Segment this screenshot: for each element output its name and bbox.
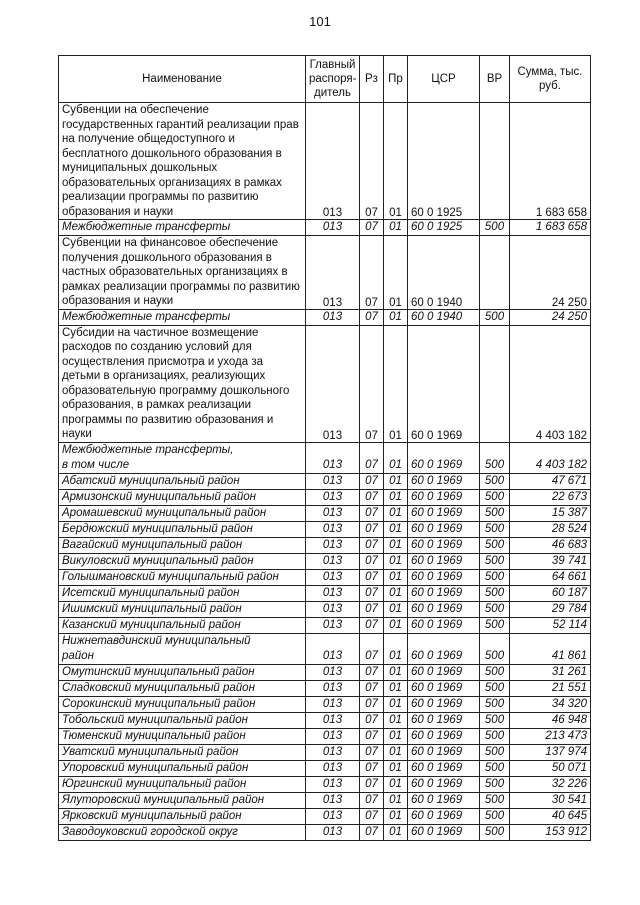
row-pr: 01 <box>384 633 408 664</box>
row-csr: 60 0 1969 <box>408 760 480 776</box>
row-csr: 60 0 1969 <box>408 617 480 633</box>
row-name-text: Ялуторовский муниципальный район <box>62 793 265 806</box>
row-vr: 500 <box>480 680 510 696</box>
row-sum: 4 403 182 <box>510 442 591 473</box>
table-row <box>59 569 591 585</box>
budget-table <box>58 55 591 841</box>
row-sum: 30 541 <box>510 792 591 808</box>
row-name-text: Бердюжский муниципальный район <box>62 522 253 535</box>
row-csr: 60 0 1969 <box>408 824 480 840</box>
row-name-text: Армизонский муниципальный район <box>62 490 256 503</box>
row-rz: 07 <box>360 236 384 310</box>
header-pr: Пр <box>384 56 408 103</box>
row-rz: 07 <box>360 744 384 760</box>
row-name <box>59 696 306 712</box>
row-name-text: Сладковский муниципальный район <box>62 681 255 694</box>
row-rz: 07 <box>360 505 384 521</box>
row-name-text: Субсидии на частичное возмещение расходов по созданию условий для осуществления присмотра и ухода за детьми в организациях, реализующих образовательную программу дошкольного образования, в рамках реализации программы по развитию образования и науки <box>62 326 290 440</box>
row-name <box>59 808 306 824</box>
header-rz: Рз <box>360 56 384 103</box>
row-gr: 013 <box>306 569 360 585</box>
table-row <box>59 103 591 220</box>
row-sum: 24 250 <box>510 236 591 310</box>
row-sum: 41 861 <box>510 633 591 664</box>
row-vr: 500 <box>480 744 510 760</box>
row-gr: 013 <box>306 537 360 553</box>
row-rz: 07 <box>360 824 384 840</box>
row-vr: 500 <box>480 442 510 473</box>
header-name: Наименование <box>59 56 306 103</box>
table-row <box>59 696 591 712</box>
row-vr: 500 <box>480 220 510 236</box>
row-rz: 07 <box>360 664 384 680</box>
row-rz: 07 <box>360 585 384 601</box>
row-name <box>59 553 306 569</box>
table-row <box>59 712 591 728</box>
row-name-text: Вагайский муниципальный район <box>62 538 243 551</box>
row-rz: 07 <box>360 617 384 633</box>
table-row <box>59 617 591 633</box>
header-gr: Главный распоря-дитель <box>306 56 360 103</box>
row-csr: 60 0 1969 <box>408 808 480 824</box>
row-rz: 07 <box>360 776 384 792</box>
row-pr: 01 <box>384 236 408 310</box>
row-pr: 01 <box>384 521 408 537</box>
row-sum: 4 403 182 <box>510 325 591 442</box>
row-name <box>59 601 306 617</box>
row-vr: 500 <box>480 728 510 744</box>
row-rz: 07 <box>360 442 384 473</box>
row-sum: 153 912 <box>510 824 591 840</box>
table-row <box>59 585 591 601</box>
row-name <box>59 617 306 633</box>
row-sum: 40 645 <box>510 808 591 824</box>
row-rz: 07 <box>360 728 384 744</box>
row-pr: 01 <box>384 617 408 633</box>
table-row <box>59 664 591 680</box>
row-name <box>59 103 306 220</box>
row-name <box>59 664 306 680</box>
row-gr: 013 <box>306 309 360 325</box>
row-pr: 01 <box>384 792 408 808</box>
table-row <box>59 236 591 310</box>
row-csr: 60 0 1969 <box>408 792 480 808</box>
row-rz: 07 <box>360 808 384 824</box>
table-row <box>59 824 591 840</box>
row-pr: 01 <box>384 680 408 696</box>
row-csr: 60 0 1969 <box>408 521 480 537</box>
row-csr: 60 0 1969 <box>408 712 480 728</box>
row-vr: 500 <box>480 521 510 537</box>
row-name <box>59 489 306 505</box>
row-name-text: Субвенции на обеспечение государственных гарантий реализации прав на получение общедоступного и бесплатного дошкольного образования в муниципальных дошкольных образовательных организациях в рамках реализации программы по развитию образования и науки <box>62 104 299 218</box>
table-header-row <box>59 56 591 103</box>
table-row <box>59 728 591 744</box>
row-pr: 01 <box>384 760 408 776</box>
row-name <box>59 325 306 442</box>
row-name-text: Межбюджетные трансферты, <box>62 443 234 456</box>
row-pr: 01 <box>384 744 408 760</box>
table-row <box>59 601 591 617</box>
row-name <box>59 792 306 808</box>
row-csr: 60 0 1969 <box>408 696 480 712</box>
table-row <box>59 808 591 824</box>
table-row <box>59 760 591 776</box>
table-row <box>59 442 591 473</box>
row-csr: 60 0 1969 <box>408 744 480 760</box>
table-row <box>59 792 591 808</box>
row-gr: 013 <box>306 776 360 792</box>
header-csr: ЦСР <box>408 56 480 103</box>
table-row <box>59 473 591 489</box>
row-name-text: Абатский муниципальный район <box>62 474 240 487</box>
row-rz: 07 <box>360 760 384 776</box>
row-pr: 01 <box>384 664 408 680</box>
row-vr: 500 <box>480 824 510 840</box>
table-body <box>59 103 591 841</box>
row-sum: 64 661 <box>510 569 591 585</box>
row-name <box>59 569 306 585</box>
row-name <box>59 220 306 236</box>
row-name <box>59 473 306 489</box>
table-row <box>59 553 591 569</box>
row-gr: 013 <box>306 220 360 236</box>
row-sum: 1 683 658 <box>510 103 591 220</box>
row-csr: 60 0 1969 <box>408 664 480 680</box>
row-rz: 07 <box>360 696 384 712</box>
row-rz: 07 <box>360 220 384 236</box>
row-gr: 013 <box>306 728 360 744</box>
row-gr: 013 <box>306 505 360 521</box>
row-vr: 500 <box>480 309 510 325</box>
row-pr: 01 <box>384 220 408 236</box>
row-gr: 013 <box>306 585 360 601</box>
row-pr: 01 <box>384 601 408 617</box>
row-name-text: Нижнетавдинский муниципальный <box>62 634 251 647</box>
row-gr: 013 <box>306 103 360 220</box>
row-sum: 39 741 <box>510 553 591 569</box>
row-sum: 28 524 <box>510 521 591 537</box>
row-csr: 60 0 1969 <box>408 633 480 664</box>
row-sum: 15 387 <box>510 505 591 521</box>
row-vr: 500 <box>480 664 510 680</box>
row-name-text: Тюменский муниципальный район <box>62 729 246 742</box>
row-name-text: Тобольский муниципальный район <box>62 713 248 726</box>
row-name-text: Заводоуковский городской округ <box>62 825 238 838</box>
header-sum: Сумма, тыс. руб. <box>510 56 591 103</box>
row-sum: 213 473 <box>510 728 591 744</box>
row-gr: 013 <box>306 824 360 840</box>
row-sum: 29 784 <box>510 601 591 617</box>
table-row <box>59 489 591 505</box>
row-pr: 01 <box>384 776 408 792</box>
row-sum: 22 673 <box>510 489 591 505</box>
row-name-text: Голышмановский муниципальный район <box>62 570 279 583</box>
table-row <box>59 776 591 792</box>
row-name-text: Юргинский муниципальный район <box>62 777 247 790</box>
row-name <box>59 776 306 792</box>
row-name-text-cont: район <box>62 649 94 662</box>
row-gr: 013 <box>306 521 360 537</box>
row-sum: 137 974 <box>510 744 591 760</box>
row-name-text: Викуловский муниципальный район <box>62 554 254 567</box>
row-pr: 01 <box>384 325 408 442</box>
row-gr: 013 <box>306 473 360 489</box>
row-sum: 50 071 <box>510 760 591 776</box>
row-name-text: Ишимский муниципальный район <box>62 602 242 615</box>
row-sum: 47 671 <box>510 473 591 489</box>
row-vr: 500 <box>480 617 510 633</box>
row-pr: 01 <box>384 553 408 569</box>
row-gr: 013 <box>306 617 360 633</box>
row-vr: 500 <box>480 696 510 712</box>
row-rz: 07 <box>360 473 384 489</box>
row-rz: 07 <box>360 792 384 808</box>
row-vr: 500 <box>480 553 510 569</box>
row-gr: 013 <box>306 792 360 808</box>
row-rz: 07 <box>360 601 384 617</box>
row-vr <box>480 325 510 442</box>
row-gr: 013 <box>306 489 360 505</box>
row-vr: 500 <box>480 505 510 521</box>
row-gr: 013 <box>306 760 360 776</box>
table-row <box>59 505 591 521</box>
row-pr: 01 <box>384 103 408 220</box>
row-csr: 60 0 1925 <box>408 103 480 220</box>
row-vr <box>480 103 510 220</box>
row-vr: 500 <box>480 712 510 728</box>
row-rz: 07 <box>360 569 384 585</box>
header-vr: ВР <box>480 56 510 103</box>
row-name <box>59 236 306 310</box>
row-csr: 60 0 1940 <box>408 309 480 325</box>
row-rz: 07 <box>360 553 384 569</box>
row-gr: 013 <box>306 696 360 712</box>
row-vr: 500 <box>480 776 510 792</box>
row-vr: 500 <box>480 601 510 617</box>
row-gr: 013 <box>306 680 360 696</box>
table-row <box>59 537 591 553</box>
table-row <box>59 521 591 537</box>
row-pr: 01 <box>384 696 408 712</box>
row-sum: 24 250 <box>510 309 591 325</box>
row-gr: 013 <box>306 808 360 824</box>
row-vr <box>480 236 510 310</box>
row-pr: 01 <box>384 585 408 601</box>
row-name <box>59 309 306 325</box>
row-name <box>59 633 306 664</box>
table-row <box>59 744 591 760</box>
row-name-text: Ярковский муниципальный район <box>62 809 242 822</box>
row-csr: 60 0 1925 <box>408 220 480 236</box>
row-sum: 60 187 <box>510 585 591 601</box>
row-name <box>59 505 306 521</box>
row-name <box>59 442 306 473</box>
row-csr: 60 0 1969 <box>408 325 480 442</box>
row-csr: 60 0 1969 <box>408 569 480 585</box>
row-name-text: Аромашевский муниципальный район <box>62 506 267 519</box>
row-gr: 013 <box>306 712 360 728</box>
row-csr: 60 0 1969 <box>408 601 480 617</box>
row-gr: 013 <box>306 601 360 617</box>
row-pr: 01 <box>384 442 408 473</box>
row-vr: 500 <box>480 569 510 585</box>
row-name <box>59 537 306 553</box>
row-vr: 500 <box>480 792 510 808</box>
row-sum: 46 683 <box>510 537 591 553</box>
row-name <box>59 521 306 537</box>
row-pr: 01 <box>384 473 408 489</box>
row-name-text: Уватский муниципальный район <box>62 745 239 758</box>
row-gr: 013 <box>306 664 360 680</box>
row-gr: 013 <box>306 325 360 442</box>
row-name <box>59 744 306 760</box>
row-gr: 013 <box>306 236 360 310</box>
row-vr: 500 <box>480 537 510 553</box>
row-rz: 07 <box>360 712 384 728</box>
row-sum: 1 683 658 <box>510 220 591 236</box>
row-sum: 34 320 <box>510 696 591 712</box>
row-sum: 31 261 <box>510 664 591 680</box>
row-pr: 01 <box>384 505 408 521</box>
row-rz: 07 <box>360 537 384 553</box>
row-vr: 500 <box>480 760 510 776</box>
row-name-text: Омутинский муниципальный район <box>62 665 255 678</box>
row-rz: 07 <box>360 309 384 325</box>
row-name-text: Межбюджетные трансферты <box>62 221 231 233</box>
row-csr: 60 0 1969 <box>408 680 480 696</box>
row-name-text: Субвенции на финансовое обеспечение получения дошкольного образования в частных образовательных организациях в рамках реализации программы по развитию образования и науки <box>62 237 300 307</box>
row-csr: 60 0 1969 <box>408 585 480 601</box>
row-vr: 500 <box>480 808 510 824</box>
row-name <box>59 728 306 744</box>
row-rz: 07 <box>360 521 384 537</box>
row-name-text: Исетский муниципальный район <box>62 586 240 599</box>
row-pr: 01 <box>384 824 408 840</box>
row-name-text: Упоровский муниципальный район <box>62 761 249 774</box>
row-rz: 07 <box>360 489 384 505</box>
row-vr: 500 <box>480 585 510 601</box>
row-csr: 60 0 1969 <box>408 442 480 473</box>
row-name <box>59 824 306 840</box>
table-row <box>59 220 591 236</box>
row-name <box>59 585 306 601</box>
row-vr: 500 <box>480 489 510 505</box>
row-sum: 46 948 <box>510 712 591 728</box>
row-csr: 60 0 1969 <box>408 473 480 489</box>
row-rz: 07 <box>360 633 384 664</box>
table-row <box>59 325 591 442</box>
page-number: 101 <box>309 14 331 29</box>
row-pr: 01 <box>384 489 408 505</box>
row-name <box>59 712 306 728</box>
row-csr: 60 0 1969 <box>408 537 480 553</box>
row-csr: 60 0 1940 <box>408 236 480 310</box>
row-csr: 60 0 1969 <box>408 776 480 792</box>
row-csr: 60 0 1969 <box>408 553 480 569</box>
row-name <box>59 680 306 696</box>
table-row <box>59 633 591 664</box>
row-pr: 01 <box>384 728 408 744</box>
row-gr: 013 <box>306 442 360 473</box>
row-sum: 21 551 <box>510 680 591 696</box>
row-pr: 01 <box>384 309 408 325</box>
row-name-text: Сорокинский муниципальный район <box>62 697 256 710</box>
row-pr: 01 <box>384 569 408 585</box>
row-csr: 60 0 1969 <box>408 505 480 521</box>
row-name <box>59 760 306 776</box>
row-csr: 60 0 1969 <box>408 489 480 505</box>
row-vr: 500 <box>480 633 510 664</box>
row-rz: 07 <box>360 103 384 220</box>
row-pr: 01 <box>384 808 408 824</box>
row-gr: 013 <box>306 633 360 664</box>
row-vr: 500 <box>480 473 510 489</box>
row-sum: 32 226 <box>510 776 591 792</box>
row-gr: 013 <box>306 553 360 569</box>
row-rz: 07 <box>360 680 384 696</box>
row-rz: 07 <box>360 325 384 442</box>
row-name-text-cont: в том числе <box>62 458 130 471</box>
row-gr: 013 <box>306 744 360 760</box>
row-name-text: Казанский муниципальный район <box>62 618 241 631</box>
row-name-text: Межбюджетные трансферты <box>62 310 231 323</box>
row-csr: 60 0 1969 <box>408 728 480 744</box>
row-sum: 52 114 <box>510 617 591 633</box>
table-row <box>59 680 591 696</box>
row-pr: 01 <box>384 712 408 728</box>
row-pr: 01 <box>384 537 408 553</box>
table-row <box>59 309 591 325</box>
